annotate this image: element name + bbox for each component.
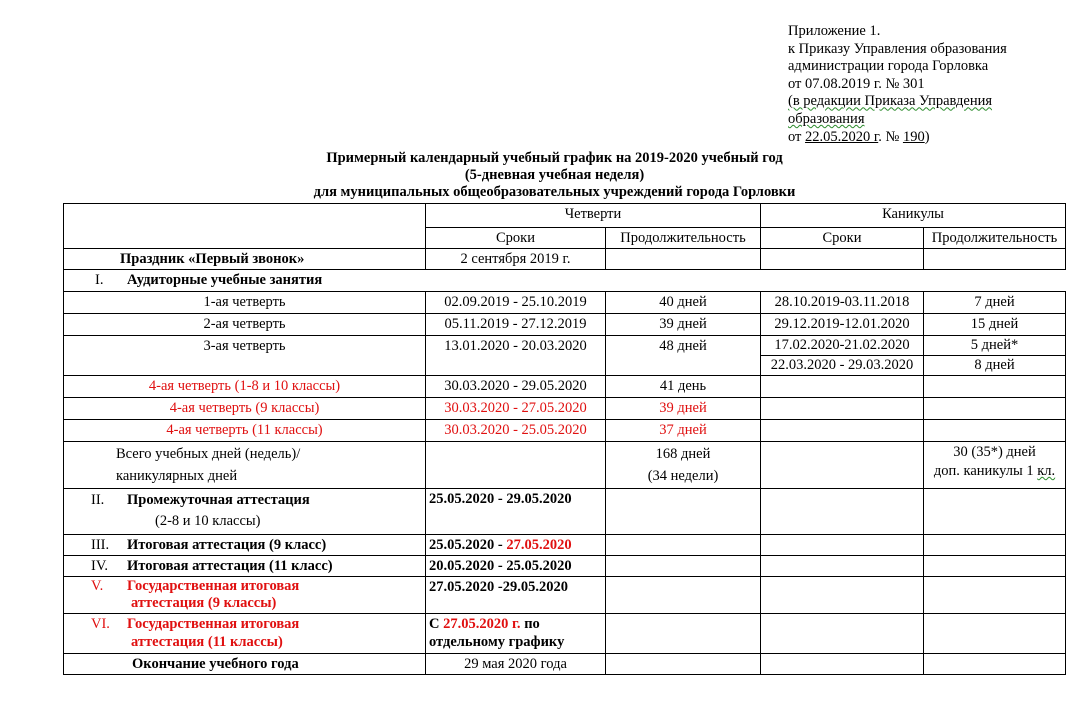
table-cell: [761, 420, 924, 442]
appendix-line: образования: [788, 110, 865, 127]
quarter-duration: 37 дней: [606, 420, 761, 442]
first-bell-date: 2 сентября 2019 г.: [426, 249, 606, 270]
total-label-line: Всего учебных дней (недель)/: [116, 446, 301, 462]
table-cell: [924, 654, 1066, 675]
quarter-label: 4-ая четверть (11 классы): [64, 420, 426, 442]
date-start: 25.05.2020 -: [429, 537, 507, 553]
table-row: [64, 420, 1066, 442]
appendix-line: (в редакции Приказа Управдения: [788, 93, 993, 110]
section-cell: [64, 614, 426, 654]
quarter-duration: 39 дней: [606, 398, 761, 420]
holiday-duration: 5 дней*: [924, 336, 1066, 356]
table-cell: [606, 249, 761, 270]
section-dates: [426, 535, 606, 556]
section-dates: 25.05.2020 - 29.05.2020: [426, 489, 606, 535]
table-cell: [606, 535, 761, 556]
section-cell: [64, 577, 426, 614]
table-cell: [606, 577, 761, 614]
section-dates: 27.05.2020 -29.05.2020: [426, 577, 606, 614]
table-row: [64, 292, 1066, 314]
section-number: III.: [91, 537, 110, 553]
quarter-dates: 05.11.2019 - 27.12.2019: [426, 314, 606, 336]
schedule-table: [63, 203, 1066, 675]
total-days: [606, 442, 761, 489]
total-holidays: [924, 442, 1066, 489]
first-bell-label: Праздник «Первый звонок»: [64, 249, 426, 270]
holiday-dates: 29.12.2019-12.01.2020: [761, 314, 924, 336]
extra-holidays-class: кл.: [1037, 463, 1056, 479]
appendix-block: [788, 23, 1007, 146]
table-row: [64, 398, 1066, 420]
section-label: Государственная итоговая: [127, 578, 300, 594]
table-cell: [924, 577, 1066, 614]
table-cell: [606, 556, 761, 577]
end-of-year-date: 29 мая 2020 года: [426, 654, 606, 675]
table-cell: [924, 614, 1066, 654]
section-dates: 20.05.2020 - 25.05.2020: [426, 556, 606, 577]
table-row: [64, 314, 1066, 336]
quarter-label: 3-ая четверть: [64, 336, 426, 376]
quarter-label: 1-ая четверть: [64, 292, 426, 314]
holiday-dates: 22.03.2020 - 29.03.2020: [761, 356, 924, 376]
table-cell: [761, 398, 924, 420]
total-holidays-value: 30 (35*) дней: [953, 444, 1036, 460]
date-suffix: по: [520, 616, 540, 632]
order-number: 190: [902, 128, 925, 145]
table-row: [64, 270, 1066, 292]
table-row: [64, 654, 1066, 675]
date-prefix: С: [429, 616, 444, 632]
header-hol-terms: Сроки: [761, 228, 924, 249]
title-line: Примерный календарный учебный график на 2019-2020 учебный год: [326, 150, 783, 166]
total-label-line: каникулярных дней: [116, 468, 238, 484]
quarter-label: 4-ая четверть (9 классы): [64, 398, 426, 420]
quarter-duration: 41 день: [606, 376, 761, 398]
appendix-line: от 07.08.2019 г. № 301: [788, 75, 925, 92]
extra-holidays-text: доп. каникулы 1: [933, 463, 1038, 479]
table-cell: [426, 442, 606, 489]
section-date-line: [429, 615, 602, 633]
table-row: [64, 556, 1066, 577]
table-cell: [761, 614, 924, 654]
quarter-dates: 30.03.2020 - 27.05.2020: [426, 398, 606, 420]
table-cell: [924, 398, 1066, 420]
section-heading: [64, 556, 426, 577]
section-number: II.: [91, 492, 105, 508]
appendix-text: ): [924, 128, 930, 145]
section-number: IV.: [91, 558, 109, 574]
table-cell: [606, 614, 761, 654]
section-label: Государственная итоговая: [127, 616, 300, 632]
table-cell: [924, 376, 1066, 398]
appendix-line: администрации города Горловка: [788, 58, 989, 75]
title-line: (5-дневная учебная неделя): [464, 167, 645, 183]
table-cell: [924, 556, 1066, 577]
holiday-duration: 7 дней: [924, 292, 1066, 314]
extra-holidays: [924, 462, 1065, 481]
appendix-text: от: [788, 128, 806, 145]
table-cell: [761, 489, 924, 535]
section-heading: [64, 535, 426, 556]
appendix-text: . №: [878, 128, 903, 145]
table-cell: [761, 249, 924, 270]
total-label: [64, 442, 426, 489]
table-row: [64, 614, 1066, 654]
appendix-line: [788, 129, 1007, 147]
section-label: Промежуточная аттестация: [127, 492, 310, 508]
order-date: 22.05.2020 г: [805, 128, 879, 145]
quarter-dates: 30.03.2020 - 29.05.2020: [426, 376, 606, 398]
section-label-line2: аттестация (9 классы): [131, 595, 277, 611]
table-cell: [64, 204, 426, 249]
header-hol-duration: Продолжительность: [924, 228, 1066, 249]
table-cell: [761, 442, 924, 489]
quarter-dates: 30.03.2020 - 25.05.2020: [426, 420, 606, 442]
quarter-label: 2-ая четверть: [64, 314, 426, 336]
table-cell: [924, 535, 1066, 556]
section-heading: [67, 615, 422, 633]
title-line: для муниципальных общеобразовательных учреждений города Горловки: [313, 184, 796, 200]
section-label-line2: аттестация (11 классы): [131, 634, 283, 650]
quarter-duration: 48 дней: [606, 336, 761, 376]
holiday-dates: 17.02.2020-21.02.2020: [761, 336, 924, 356]
section-number: VI.: [91, 616, 110, 632]
table-row: [64, 376, 1066, 398]
table-cell: [761, 535, 924, 556]
appendix-line: Приложение 1.: [788, 23, 881, 39]
table-row: [64, 249, 1066, 270]
header-quarters: Четверти: [426, 204, 761, 228]
quarter-dates: 02.09.2019 - 25.10.2019: [426, 292, 606, 314]
quarter-duration: 40 дней: [606, 292, 761, 314]
holiday-duration: 15 дней: [924, 314, 1066, 336]
section-label: Итоговая аттестация (11 класс): [127, 558, 333, 574]
table-cell: [924, 249, 1066, 270]
section-label: Итоговая аттестация (9 класс): [127, 537, 327, 553]
section-label: Аудиторные учебные занятия: [127, 272, 323, 288]
table-row: [64, 336, 1066, 356]
date-start: 27.05.2020 г.: [443, 616, 521, 632]
section-cell: [64, 489, 426, 535]
table-cell: [761, 577, 924, 614]
section-heading: [64, 270, 1066, 292]
total-days-value: 168 дней: [655, 446, 711, 462]
table-cell: [761, 556, 924, 577]
section-dates: [426, 614, 606, 654]
total-weeks-value: (34 недели): [647, 468, 719, 484]
table-cell: [924, 489, 1066, 535]
holiday-duration: 8 дней: [924, 356, 1066, 376]
section-date-line2: отдельному графику: [429, 634, 565, 650]
header-holidays: Каникулы: [761, 204, 1066, 228]
section-sublabel: (2-8 и 10 классы): [155, 513, 261, 529]
appendix-line: к Приказу Управления образования: [788, 40, 1007, 57]
table-cell: [761, 654, 924, 675]
table-row: [64, 535, 1066, 556]
table-cell: [606, 489, 761, 535]
section-heading: [67, 578, 422, 595]
table-row: [64, 489, 1066, 535]
quarter-dates: 13.01.2020 - 20.03.2020: [426, 336, 606, 376]
quarter-duration: 39 дней: [606, 314, 761, 336]
section-number: I.: [95, 272, 104, 288]
quarter-label: 4-ая четверть (1-8 и 10 классы): [64, 376, 426, 398]
table-cell: [761, 376, 924, 398]
end-of-year-label: Окончание учебного года: [64, 654, 426, 675]
header-terms: Сроки: [426, 228, 606, 249]
section-number: V.: [91, 578, 104, 594]
table-row: [64, 577, 1066, 614]
document-title: [0, 150, 1079, 201]
table-row: [64, 442, 1066, 489]
holiday-dates: 28.10.2019-03.11.2018: [761, 292, 924, 314]
section-heading: [67, 490, 422, 511]
date-end: 27.05.2020: [506, 537, 572, 553]
header-duration: Продолжительность: [606, 228, 761, 249]
table-cell: [606, 654, 761, 675]
table-cell: [924, 420, 1066, 442]
table-row: [64, 204, 1066, 228]
